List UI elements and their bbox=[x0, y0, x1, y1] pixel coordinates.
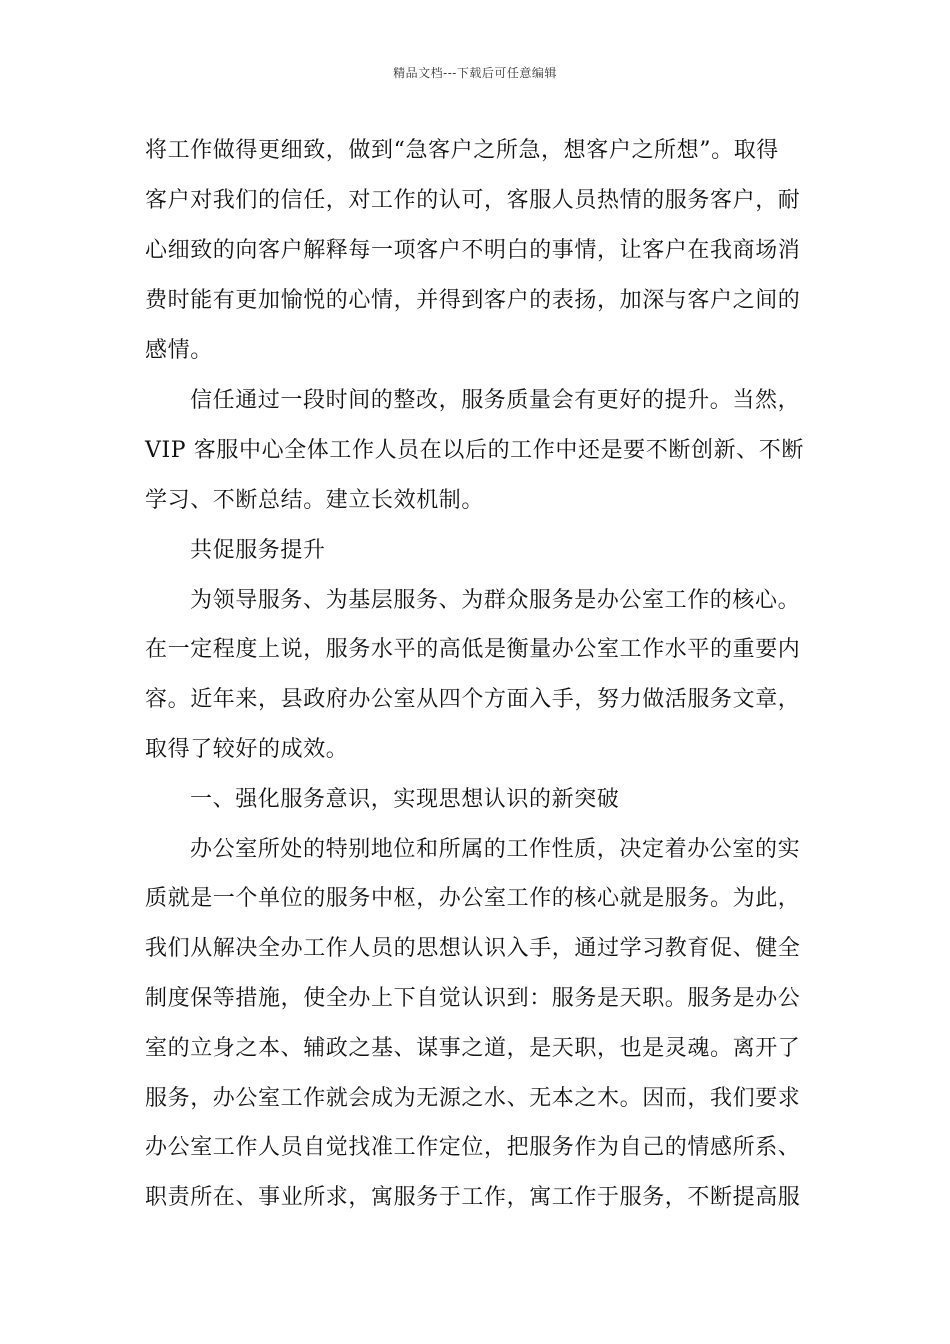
text-line: 在一定程度上说，服务水平的高低是衡量办公室工作水平的重要内 bbox=[145, 637, 801, 662]
paragraph-first-line: 为领导服务、为基层服务、为群众服务是办公室工作的核心。 bbox=[190, 588, 801, 613]
text-line: 职责所在、事业所求，寓服务于工作，寓工作于服务，不断提高服 bbox=[145, 1185, 801, 1210]
section-heading: 一、强化服务意识，实现思想认识的新突破 bbox=[190, 787, 620, 812]
text-line: 室的立身之本、辅政之基、谋事之道，是天职，也是灵魂。离开了 bbox=[145, 1036, 801, 1061]
text-line: 我们从解决全办工作人员的思想认识入手，通过学习教育促、健全 bbox=[145, 936, 801, 961]
text-line: 办公室工作人员自觉找准工作定位，把服务作为自己的情感所系、 bbox=[145, 1135, 801, 1160]
text-line: 容。近年来，县政府办公室从四个方面入手，努力做活服务文章， bbox=[145, 687, 801, 712]
text-line: VIP 客服中心全体工作人员在以后的工作中还是要不断创新、不断 bbox=[145, 438, 804, 463]
page-header: 精品文档---下载后可任意编辑 bbox=[393, 66, 557, 80]
paragraph-first-line: 办公室所处的特别地位和所属的工作性质，决定着办公室的实 bbox=[190, 837, 801, 862]
paragraph-first-line: 信任通过一段时间的整改，服务质量会有更好的提升。当然， bbox=[190, 388, 801, 413]
text-line: 客户对我们的信任，对工作的认可，客服人员热情的服务客户，耐 bbox=[145, 188, 801, 213]
section-heading: 共促服务提升 bbox=[190, 538, 326, 563]
text-line: 制度保等措施，使全办上下自觉认识到：服务是天职。服务是办公 bbox=[145, 986, 801, 1011]
text-line: 服务，办公室工作就会成为无源之水、无本之木。因而，我们要求 bbox=[145, 1086, 801, 1111]
text-line: 将工作做得更细致，做到“急客户之所急，想客户之所想”。取得 bbox=[145, 138, 779, 163]
text-line: 质就是一个单位的服务中枢，办公室工作的核心就是服务。为此， bbox=[145, 886, 801, 911]
text-line: 费时能有更加愉悦的心情，并得到客户的表扬，加深与客户之间的 bbox=[145, 288, 801, 313]
text-line: 取得了较好的成效。 bbox=[145, 737, 349, 762]
text-line: 心细致的向客户解释每一项客户不明白的事情，让客户在我商场消 bbox=[145, 238, 801, 263]
text-line: 学习、不断总结。建立长效机制。 bbox=[145, 488, 485, 513]
text-line: 感情。 bbox=[145, 338, 213, 363]
